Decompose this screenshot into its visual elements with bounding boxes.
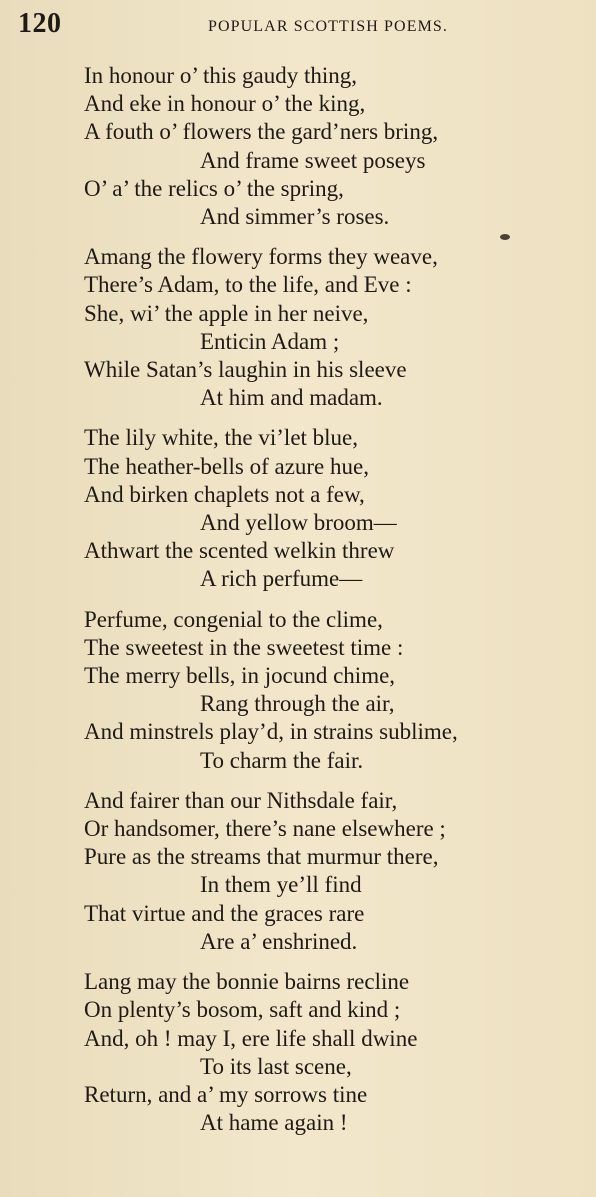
poem-text <box>84 62 584 1149</box>
poem-line: And fairer than our Nithsdale fair, <box>84 787 398 813</box>
poem-line: In honour o’ this gaudy thing, <box>84 63 357 88</box>
page-header <box>18 8 578 48</box>
poem-line-indented: At hame again ! <box>200 1110 348 1136</box>
poem-line: The lily white, the vi’let blue, <box>84 425 359 451</box>
poem-line: And eke in honour o’ the king, <box>84 91 366 117</box>
poem-line-indented: And simmer’s roses. <box>200 204 390 230</box>
poem-line-indented: And frame sweet poseys <box>200 147 426 173</box>
poem-line: And, oh ! may I, ere life shall dwine <box>84 1025 418 1051</box>
poem-line: Lang may the bonnie bairns recline <box>84 969 410 995</box>
poem-line: The merry bells, in jocund chime, <box>84 663 396 689</box>
poem-line: And birken chaplets not a few, <box>84 481 365 507</box>
poem-line: On plenty’s bosom, saft and kind ; <box>84 997 401 1023</box>
poem-line: There’s Adam, to the life, and Eve : <box>84 272 412 298</box>
poem-line-indented: And yellow broom— <box>200 510 397 536</box>
page-number: 120 <box>18 8 62 39</box>
poem-line: Return, and a’ my sorrows tine <box>84 1081 368 1107</box>
poem-line-indented: Enticin Adam ; <box>200 328 340 354</box>
poem-line-indented: Are a’ enshrined. <box>200 928 358 954</box>
poem-line-indented: To charm the fair. <box>200 747 364 773</box>
stanza-2 <box>84 243 584 412</box>
poem-line: Amang the flowery forms they weave, <box>84 244 438 270</box>
poem-line-indented: To its last scene, <box>200 1053 352 1079</box>
poem-line: That virtue and the graces rare <box>84 900 365 926</box>
poem-line-indented: A rich perfume— <box>200 566 363 592</box>
poem-line: O’ a’ the relics o’ the spring, <box>84 175 344 201</box>
poem-line: The sweetest in the sweetest time : <box>84 634 404 660</box>
poem-line: And minstrels play’d, in strains sublime, <box>84 719 458 745</box>
poem-line: The heather-bells of azure hue, <box>84 453 369 479</box>
poem-line-indented: Rang through the air, <box>200 691 395 717</box>
poem-line: She, wi’ the apple in her neive, <box>84 300 369 326</box>
poem-line: While Satan’s laughin in his sleeve <box>84 357 407 383</box>
poem-line: Perfume, congenial to the clime, <box>84 606 383 632</box>
poem-line: Athwart the scented welkin threw <box>84 538 395 564</box>
poem-line: A fouth o’ flowers the gard’ners bring, <box>84 119 439 145</box>
stanza-3 <box>84 424 584 593</box>
poem-line-indented: At him and madam. <box>200 385 383 411</box>
poem-line: Or handsomer, there’s nane elsewhere ; <box>84 816 446 842</box>
stanza-4 <box>84 606 584 775</box>
stanza-1 <box>84 62 584 231</box>
stanza-6 <box>84 968 584 1137</box>
poem-line: Pure as the streams that murmur there, <box>84 844 439 870</box>
ink-speck <box>500 234 510 240</box>
stanza-5 <box>84 787 584 956</box>
running-head: POPULAR SCOTTISH POEMS. <box>208 18 449 35</box>
poem-line-indented: In them ye’ll find <box>200 872 362 898</box>
